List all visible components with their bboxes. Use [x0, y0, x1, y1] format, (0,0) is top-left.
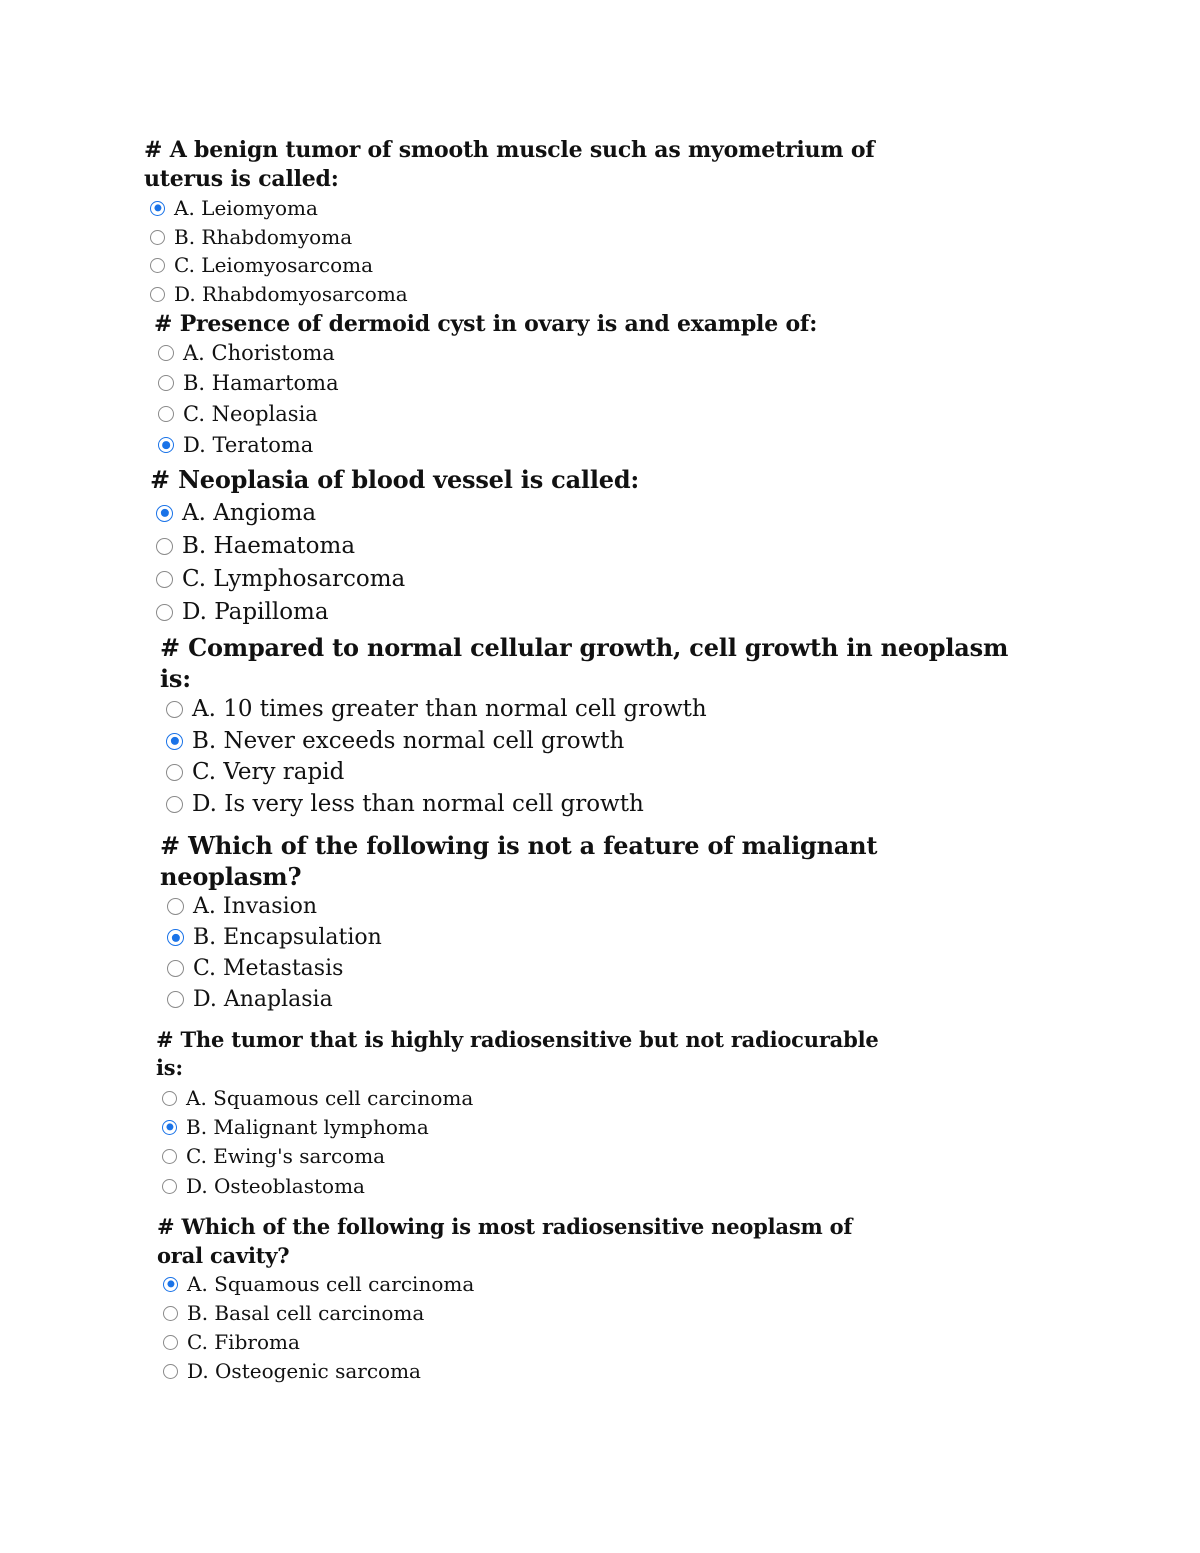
radio-button[interactable] — [163, 1364, 178, 1379]
option-d[interactable] — [162, 1174, 365, 1198]
question-prompt — [144, 136, 875, 194]
option-b[interactable] — [163, 1301, 424, 1325]
radio-button-selected[interactable] — [167, 929, 184, 946]
option-b[interactable] — [150, 225, 352, 249]
option-label: C. Lymphosarcoma — [182, 566, 406, 592]
option-label: A. Invasion — [193, 894, 318, 919]
radio-button[interactable] — [167, 898, 184, 915]
option-c[interactable] — [150, 253, 373, 277]
question-prompt-line: # The tumor that is highly radiosensitive but not radiocurable — [156, 1027, 879, 1052]
question-prompt-line: # A benign tumor of smooth muscle such as myometrium of — [144, 137, 875, 163]
option-label: A. 10 times greater than normal cell growth — [192, 696, 707, 722]
option-c[interactable] — [156, 566, 405, 592]
option-label: A. Squamous cell carcinoma — [186, 1086, 474, 1110]
radio-button[interactable] — [167, 991, 184, 1008]
radio-button[interactable] — [162, 1149, 177, 1164]
radio-button[interactable] — [156, 571, 173, 588]
question-prompt — [160, 632, 1008, 694]
option-d[interactable] — [150, 282, 408, 306]
question-prompt-line: is: — [156, 1055, 183, 1080]
radio-button-selected[interactable] — [156, 505, 173, 522]
radio-button[interactable] — [158, 345, 174, 361]
option-label: C. Leiomyosarcoma — [174, 253, 374, 277]
option-label: D. Papilloma — [182, 599, 329, 625]
question-prompt-line: # Which of the following is not a feature of malignant — [160, 831, 878, 860]
option-c[interactable] — [167, 956, 343, 981]
option-label: B. Malignant lymphoma — [186, 1115, 429, 1139]
option-label: D. Osteogenic sarcoma — [187, 1359, 421, 1383]
radio-button[interactable] — [158, 406, 174, 422]
option-d[interactable] — [158, 433, 313, 457]
option-label: D. Teratoma — [183, 433, 314, 457]
radio-button[interactable] — [166, 796, 183, 813]
question-prompt-line: # Neoplasia of blood vessel is called: — [150, 465, 640, 494]
question-prompt — [156, 1026, 879, 1082]
option-d[interactable] — [167, 987, 333, 1012]
question-prompt — [157, 1212, 852, 1270]
option-c[interactable] — [158, 402, 318, 426]
radio-button[interactable] — [162, 1091, 177, 1106]
option-label: A. Angioma — [182, 500, 317, 526]
radio-button[interactable] — [156, 538, 173, 555]
option-a[interactable] — [158, 341, 335, 365]
option-b[interactable] — [162, 1115, 429, 1139]
question-prompt — [154, 309, 817, 339]
option-label: B. Basal cell carcinoma — [187, 1301, 425, 1325]
option-label: C. Metastasis — [193, 956, 344, 981]
option-label: B. Rhabdomyoma — [174, 225, 353, 249]
option-label: B. Encapsulation — [193, 925, 382, 950]
option-b[interactable] — [158, 371, 339, 395]
radio-button[interactable] — [150, 258, 165, 273]
option-label: D. Osteoblastoma — [186, 1174, 365, 1198]
option-b[interactable] — [156, 533, 355, 559]
option-b[interactable] — [167, 925, 382, 950]
option-label: A. Squamous cell carcinoma — [187, 1272, 475, 1296]
option-c[interactable] — [162, 1144, 385, 1168]
question-prompt-line: uterus is called: — [144, 166, 339, 192]
option-label: C. Ewing's sarcoma — [186, 1144, 386, 1168]
option-label: A. Leiomyoma — [174, 196, 318, 220]
radio-button-selected[interactable] — [162, 1120, 177, 1135]
radio-button[interactable] — [163, 1335, 178, 1350]
radio-button[interactable] — [162, 1179, 177, 1194]
option-d[interactable] — [156, 599, 329, 625]
option-label: B. Hamartoma — [183, 371, 339, 395]
radio-button[interactable] — [150, 230, 165, 245]
option-c[interactable] — [163, 1330, 300, 1354]
option-label: B. Haematoma — [182, 533, 356, 559]
radio-button[interactable] — [166, 764, 183, 781]
option-label: C. Neoplasia — [183, 402, 318, 426]
question-prompt-line: neoplasm? — [160, 862, 302, 891]
radio-button[interactable] — [166, 701, 183, 718]
question-prompt-line: # Which of the following is most radiosensitive neoplasm of — [157, 1214, 853, 1239]
radio-button-selected[interactable] — [163, 1277, 178, 1292]
option-a[interactable] — [162, 1086, 473, 1110]
question-prompt-line: is: — [160, 664, 191, 693]
option-b[interactable] — [166, 728, 624, 754]
radio-button[interactable] — [150, 287, 165, 302]
option-a[interactable] — [163, 1272, 474, 1296]
radio-button[interactable] — [156, 604, 173, 621]
radio-button[interactable] — [167, 960, 184, 977]
option-a[interactable] — [150, 196, 318, 220]
option-label: C. Very rapid — [192, 759, 345, 785]
option-c[interactable] — [166, 759, 344, 785]
option-label: D. Rhabdomyosarcoma — [174, 282, 408, 306]
option-a[interactable] — [156, 500, 316, 526]
option-label: B. Never exceeds normal cell growth — [192, 728, 625, 754]
question-prompt — [150, 464, 639, 496]
option-label: C. Fibroma — [187, 1330, 300, 1354]
option-a[interactable] — [166, 696, 707, 722]
radio-button[interactable] — [163, 1306, 178, 1321]
radio-button-selected[interactable] — [150, 201, 165, 216]
radio-button-selected[interactable] — [166, 733, 183, 750]
question-prompt — [160, 830, 877, 892]
option-d[interactable] — [166, 791, 644, 817]
radio-button[interactable] — [158, 375, 174, 391]
option-label: D. Is very less than normal cell growth — [192, 791, 644, 817]
option-label: D. Anaplasia — [193, 987, 333, 1012]
option-d[interactable] — [163, 1359, 421, 1383]
question-prompt-line: # Presence of dermoid cyst in ovary is and example of: — [154, 311, 818, 337]
option-a[interactable] — [167, 894, 317, 919]
question-prompt-line: # Compared to normal cellular growth, cell growth in neoplasm — [160, 633, 1009, 662]
radio-button-selected[interactable] — [158, 437, 174, 453]
option-label: A. Choristoma — [183, 341, 335, 365]
question-prompt-line: oral cavity? — [157, 1243, 290, 1268]
